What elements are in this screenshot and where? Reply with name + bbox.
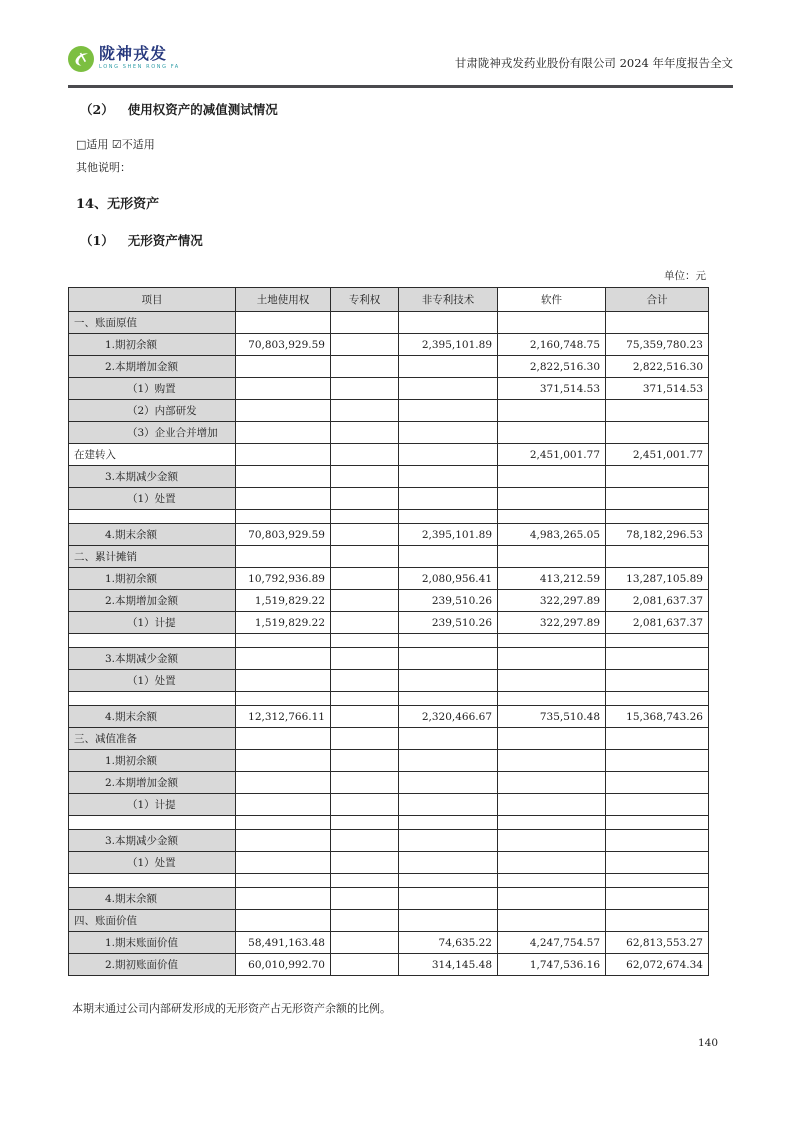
value-cell bbox=[606, 816, 709, 830]
value-cell bbox=[236, 356, 331, 378]
value-cell bbox=[399, 378, 498, 400]
value-cell bbox=[331, 312, 399, 334]
value-cell bbox=[331, 444, 399, 466]
value-cell bbox=[498, 400, 606, 422]
table-row bbox=[69, 954, 709, 976]
value-cell bbox=[498, 750, 606, 772]
value-cell: 2,451,001.77 bbox=[606, 444, 709, 466]
value-cell: 314,145.48 bbox=[399, 954, 498, 976]
value-cell bbox=[399, 670, 498, 692]
row-label-cell bbox=[69, 874, 236, 888]
value-cell bbox=[331, 910, 399, 932]
value-cell bbox=[331, 378, 399, 400]
spacer-row bbox=[69, 692, 709, 706]
value-cell: 2,320,466.67 bbox=[399, 706, 498, 728]
row-label-cell: 一、账面原值 bbox=[69, 312, 236, 334]
row-label-cell: 1.期初余额 bbox=[69, 568, 236, 590]
value-cell bbox=[236, 422, 331, 444]
value-cell: 2,451,001.77 bbox=[498, 444, 606, 466]
table-row bbox=[69, 728, 709, 750]
value-cell bbox=[606, 488, 709, 510]
value-cell bbox=[331, 830, 399, 852]
table-row bbox=[69, 612, 709, 634]
row-label-cell bbox=[69, 816, 236, 830]
value-cell: 1,747,536.16 bbox=[498, 954, 606, 976]
value-cell: 70,803,929.59 bbox=[236, 334, 331, 356]
value-cell: 371,514.53 bbox=[606, 378, 709, 400]
table-row bbox=[69, 888, 709, 910]
subheading-text: 无形资产情况 bbox=[127, 233, 203, 248]
row-label-cell: （1）计提 bbox=[69, 794, 236, 816]
value-cell bbox=[399, 400, 498, 422]
value-cell bbox=[606, 728, 709, 750]
value-cell bbox=[399, 546, 498, 568]
value-cell bbox=[331, 466, 399, 488]
value-cell bbox=[399, 794, 498, 816]
row-label-cell: 1.期初余额 bbox=[69, 750, 236, 772]
value-cell: 13,287,105.89 bbox=[606, 568, 709, 590]
value-cell bbox=[399, 830, 498, 852]
value-cell: 2,160,748.75 bbox=[498, 334, 606, 356]
column-header: 合计 bbox=[606, 288, 709, 312]
value-cell bbox=[399, 816, 498, 830]
value-cell bbox=[606, 874, 709, 888]
value-cell: 322,297.89 bbox=[498, 612, 606, 634]
table-row bbox=[69, 852, 709, 874]
value-cell bbox=[331, 568, 399, 590]
value-cell bbox=[331, 334, 399, 356]
row-label-cell: （1）计提 bbox=[69, 612, 236, 634]
value-cell bbox=[399, 648, 498, 670]
row-label-cell: 3.本期减少金额 bbox=[69, 830, 236, 852]
value-cell bbox=[498, 466, 606, 488]
table-row bbox=[69, 568, 709, 590]
column-header: 软件 bbox=[498, 288, 606, 312]
value-cell bbox=[606, 312, 709, 334]
row-label-cell: （1）处置 bbox=[69, 488, 236, 510]
impairment-heading-text: 使用权资产的减值测试情况 bbox=[127, 102, 278, 117]
row-label-cell: 2.本期增加金额 bbox=[69, 772, 236, 794]
value-cell bbox=[498, 852, 606, 874]
value-cell bbox=[236, 830, 331, 852]
table-row bbox=[69, 422, 709, 444]
table-row bbox=[69, 546, 709, 568]
row-label-cell: （2）内部研发 bbox=[69, 400, 236, 422]
unit-label: 单位：元 bbox=[664, 270, 706, 282]
table-row bbox=[69, 772, 709, 794]
row-label-cell: （1）购置 bbox=[69, 378, 236, 400]
value-cell bbox=[399, 852, 498, 874]
value-cell bbox=[236, 510, 331, 524]
value-cell bbox=[498, 728, 606, 750]
value-cell bbox=[606, 772, 709, 794]
row-label-cell: 1.期初余额 bbox=[69, 334, 236, 356]
value-cell bbox=[399, 510, 498, 524]
value-cell bbox=[399, 692, 498, 706]
value-cell: 62,072,674.34 bbox=[606, 954, 709, 976]
row-label-cell: 4.期末余额 bbox=[69, 524, 236, 546]
value-cell bbox=[399, 728, 498, 750]
value-cell bbox=[498, 546, 606, 568]
value-cell bbox=[236, 400, 331, 422]
value-cell bbox=[399, 312, 498, 334]
value-cell bbox=[606, 750, 709, 772]
value-cell bbox=[606, 422, 709, 444]
row-label-cell: 4.期末余额 bbox=[69, 888, 236, 910]
value-cell bbox=[331, 728, 399, 750]
table-row bbox=[69, 488, 709, 510]
value-cell: 2,822,516.30 bbox=[498, 356, 606, 378]
value-cell bbox=[606, 794, 709, 816]
value-cell bbox=[606, 888, 709, 910]
table-row bbox=[69, 378, 709, 400]
row-label-cell: 四、账面价值 bbox=[69, 910, 236, 932]
value-cell: 4,983,265.05 bbox=[498, 524, 606, 546]
value-cell bbox=[331, 670, 399, 692]
value-cell: 12,312,766.11 bbox=[236, 706, 331, 728]
value-cell bbox=[236, 488, 331, 510]
value-cell bbox=[399, 466, 498, 488]
value-cell bbox=[331, 510, 399, 524]
table-row bbox=[69, 932, 709, 954]
header-title: 甘肃陇神戎发药业股份有限公司 2024 年年度报告全文 bbox=[454, 56, 733, 70]
value-cell bbox=[331, 356, 399, 378]
value-cell bbox=[399, 444, 498, 466]
value-cell bbox=[498, 510, 606, 524]
header-rule bbox=[68, 85, 733, 88]
value-cell bbox=[606, 670, 709, 692]
value-cell bbox=[399, 422, 498, 444]
value-cell bbox=[236, 648, 331, 670]
logo-name-cn: 陇神戎发 bbox=[99, 44, 168, 63]
value-cell bbox=[606, 466, 709, 488]
value-cell bbox=[331, 488, 399, 510]
value-cell: 1,519,829.22 bbox=[236, 612, 331, 634]
table-row bbox=[69, 794, 709, 816]
other-note: 其他说明： bbox=[76, 161, 131, 174]
table-row bbox=[69, 444, 709, 466]
table-row bbox=[69, 312, 709, 334]
value-cell bbox=[399, 874, 498, 888]
value-cell bbox=[399, 750, 498, 772]
table-row bbox=[69, 750, 709, 772]
value-cell: 239,510.26 bbox=[399, 590, 498, 612]
logo-leaf-icon bbox=[68, 46, 94, 76]
value-cell bbox=[399, 772, 498, 794]
value-cell bbox=[498, 422, 606, 444]
subheading-number: （1） bbox=[80, 233, 114, 248]
value-cell bbox=[606, 852, 709, 874]
value-cell bbox=[399, 910, 498, 932]
table-row bbox=[69, 590, 709, 612]
row-label-cell: （3）企业合并增加 bbox=[69, 422, 236, 444]
row-label-cell bbox=[69, 634, 236, 648]
value-cell: 413,212.59 bbox=[498, 568, 606, 590]
value-cell bbox=[331, 422, 399, 444]
value-cell bbox=[606, 692, 709, 706]
column-header: 项目 bbox=[69, 288, 236, 312]
row-label-cell: 3.本期减少金额 bbox=[69, 648, 236, 670]
value-cell: 322,297.89 bbox=[498, 590, 606, 612]
value-cell bbox=[498, 816, 606, 830]
value-cell bbox=[498, 794, 606, 816]
value-cell bbox=[331, 772, 399, 794]
value-cell bbox=[498, 648, 606, 670]
value-cell bbox=[399, 488, 498, 510]
value-cell bbox=[331, 932, 399, 954]
value-cell bbox=[236, 692, 331, 706]
page-number: 140 bbox=[697, 1037, 718, 1049]
intangible-assets-table bbox=[68, 287, 709, 976]
value-cell: 15,368,743.26 bbox=[606, 706, 709, 728]
value-cell bbox=[236, 670, 331, 692]
row-label-cell: 2.本期增加金额 bbox=[69, 590, 236, 612]
value-cell: 2,080,956.41 bbox=[399, 568, 498, 590]
value-cell bbox=[606, 546, 709, 568]
table-row bbox=[69, 356, 709, 378]
value-cell: 70,803,929.59 bbox=[236, 524, 331, 546]
spacer-row bbox=[69, 634, 709, 648]
footnote: 本期末通过公司内部研发形成的无形资产占无形资产余额的比例。 bbox=[72, 1002, 391, 1015]
value-cell bbox=[236, 910, 331, 932]
table-row bbox=[69, 334, 709, 356]
value-cell bbox=[236, 888, 331, 910]
value-cell: 78,182,296.53 bbox=[606, 524, 709, 546]
value-cell bbox=[498, 772, 606, 794]
value-cell bbox=[331, 816, 399, 830]
row-label-cell: 二、累计摊销 bbox=[69, 546, 236, 568]
table-row bbox=[69, 648, 709, 670]
spacer-row bbox=[69, 510, 709, 524]
value-cell bbox=[399, 634, 498, 648]
value-cell bbox=[606, 400, 709, 422]
value-cell bbox=[331, 590, 399, 612]
value-cell bbox=[236, 772, 331, 794]
logo-text bbox=[99, 46, 180, 70]
column-header: 专利权 bbox=[331, 288, 399, 312]
value-cell bbox=[331, 954, 399, 976]
value-cell bbox=[331, 634, 399, 648]
intangible-assets-heading: 14、无形资产 bbox=[76, 197, 160, 212]
value-cell bbox=[236, 794, 331, 816]
row-label-cell bbox=[69, 510, 236, 524]
table-header-row bbox=[69, 288, 709, 312]
value-cell bbox=[236, 312, 331, 334]
value-cell bbox=[331, 888, 399, 910]
value-cell: 75,359,780.23 bbox=[606, 334, 709, 356]
value-cell bbox=[331, 852, 399, 874]
value-cell: 10,792,936.89 bbox=[236, 568, 331, 590]
table-row bbox=[69, 670, 709, 692]
value-cell bbox=[331, 648, 399, 670]
value-cell bbox=[498, 888, 606, 910]
value-cell bbox=[331, 400, 399, 422]
value-cell bbox=[331, 794, 399, 816]
value-cell: 58,491,163.48 bbox=[236, 932, 331, 954]
value-cell bbox=[331, 546, 399, 568]
value-cell bbox=[236, 634, 331, 648]
value-cell: 60,010,992.70 bbox=[236, 954, 331, 976]
value-cell bbox=[236, 852, 331, 874]
row-label-cell: 3.本期减少金额 bbox=[69, 466, 236, 488]
table-row bbox=[69, 706, 709, 728]
value-cell bbox=[606, 510, 709, 524]
value-cell bbox=[498, 830, 606, 852]
value-cell bbox=[399, 356, 498, 378]
value-cell bbox=[331, 692, 399, 706]
row-label-cell bbox=[69, 692, 236, 706]
value-cell bbox=[498, 488, 606, 510]
company-logo bbox=[68, 46, 180, 76]
value-cell bbox=[331, 874, 399, 888]
value-cell bbox=[399, 888, 498, 910]
value-cell: 4,247,754.57 bbox=[498, 932, 606, 954]
value-cell bbox=[606, 830, 709, 852]
value-cell bbox=[236, 466, 331, 488]
spacer-row bbox=[69, 874, 709, 888]
value-cell bbox=[498, 692, 606, 706]
value-cell: 2,395,101.89 bbox=[399, 334, 498, 356]
table-row bbox=[69, 466, 709, 488]
value-cell bbox=[606, 910, 709, 932]
row-label-cell: 1.期末账面价值 bbox=[69, 932, 236, 954]
value-cell bbox=[498, 910, 606, 932]
row-label-cell: 2.本期增加金额 bbox=[69, 356, 236, 378]
value-cell bbox=[498, 874, 606, 888]
value-cell bbox=[236, 378, 331, 400]
column-header: 土地使用权 bbox=[236, 288, 331, 312]
value-cell bbox=[236, 444, 331, 466]
applicability-line: □适用 ☑不适用 bbox=[76, 138, 155, 151]
value-cell bbox=[606, 648, 709, 670]
column-header: 非专利技术 bbox=[399, 288, 498, 312]
value-cell: 735,510.48 bbox=[498, 706, 606, 728]
value-cell bbox=[236, 546, 331, 568]
value-cell bbox=[236, 874, 331, 888]
value-cell: 1,519,829.22 bbox=[236, 590, 331, 612]
value-cell bbox=[606, 634, 709, 648]
value-cell bbox=[236, 750, 331, 772]
row-label-cell: 三、减值准备 bbox=[69, 728, 236, 750]
row-label-cell: 4.期末余额 bbox=[69, 706, 236, 728]
table-row bbox=[69, 524, 709, 546]
value-cell: 239,510.26 bbox=[399, 612, 498, 634]
row-label-cell: 2.期初账面价值 bbox=[69, 954, 236, 976]
value-cell: 62,813,553.27 bbox=[606, 932, 709, 954]
table-row bbox=[69, 830, 709, 852]
value-cell bbox=[331, 706, 399, 728]
row-label-cell: （1）处置 bbox=[69, 852, 236, 874]
value-cell bbox=[236, 728, 331, 750]
value-cell: 371,514.53 bbox=[498, 378, 606, 400]
value-cell: 2,395,101.89 bbox=[399, 524, 498, 546]
value-cell bbox=[498, 634, 606, 648]
impairment-heading bbox=[80, 100, 278, 118]
value-cell bbox=[331, 612, 399, 634]
value-cell: 2,081,637.37 bbox=[606, 612, 709, 634]
value-cell: 2,822,516.30 bbox=[606, 356, 709, 378]
value-cell bbox=[331, 524, 399, 546]
value-cell bbox=[498, 312, 606, 334]
row-label-cell: 在建转入 bbox=[69, 444, 236, 466]
value-cell bbox=[498, 670, 606, 692]
value-cell: 2,081,637.37 bbox=[606, 590, 709, 612]
row-label-cell: （1）处置 bbox=[69, 670, 236, 692]
value-cell bbox=[236, 816, 331, 830]
impairment-heading-number: （2） bbox=[80, 102, 114, 117]
intangible-status-subheading bbox=[80, 231, 203, 249]
value-cell bbox=[331, 750, 399, 772]
value-cell: 74,635.22 bbox=[399, 932, 498, 954]
table-row bbox=[69, 400, 709, 422]
spacer-row bbox=[69, 816, 709, 830]
logo-name-en: LONG SHEN RONG FA bbox=[99, 64, 180, 70]
table-row bbox=[69, 910, 709, 932]
